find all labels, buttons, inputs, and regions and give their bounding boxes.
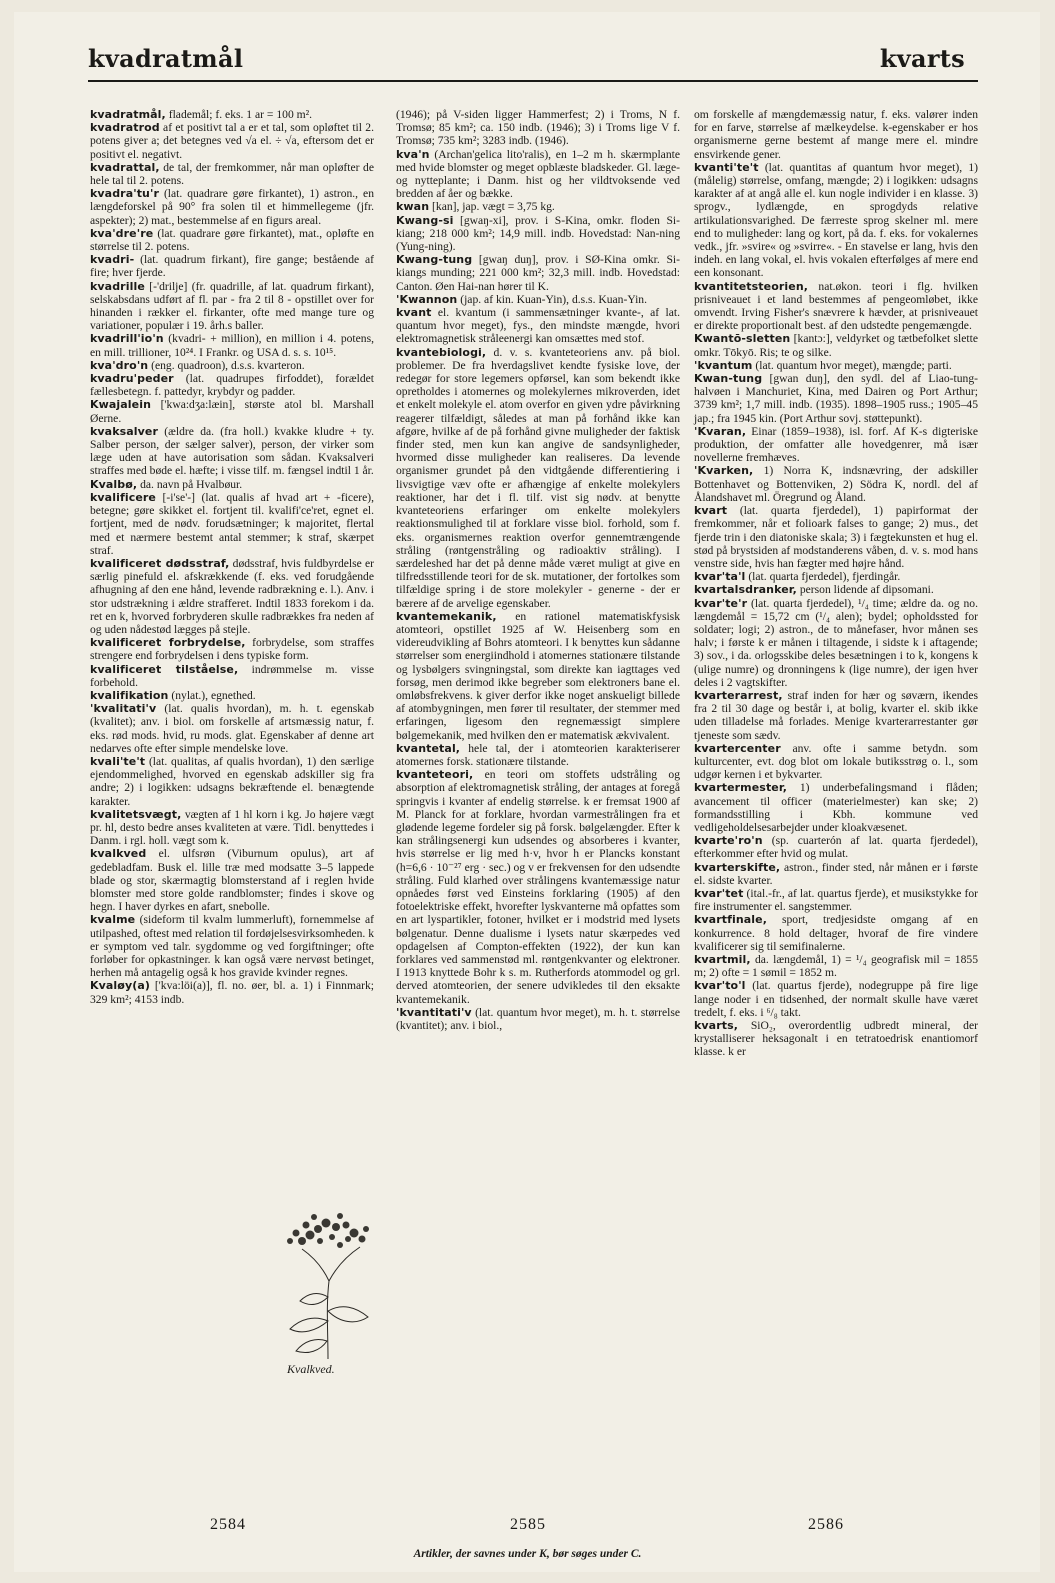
entry-definition: (lat. qualitas, af qualis hvordan), 1) den særlige ejendommelighed, hvorved en egenskab adskiller sig fra andre; 2) i logikken: udsagns bekræftende el. benægtende karakter.: [90, 754, 374, 808]
dictionary-entry: [694, 913, 978, 953]
entry-definition: (kvadri- + million), en million i 4. potens, en mill. trillioner, 10²⁴. I Frankr. og USA d. s. s. 10¹⁵.: [90, 332, 374, 359]
dictionary-entry: [694, 280, 978, 333]
entry-definition: (lat. quadrare gøre firkantet), mat., opløfte en størrelse til 2. potens.: [90, 226, 374, 254]
entry-headword: kvadri-: [90, 253, 135, 267]
entry-headword: 'kvantitati'v: [396, 1005, 472, 1019]
dictionary-entry: [90, 755, 374, 808]
illustration-caption: Kvalkved.: [287, 1362, 335, 1376]
dictionary-entry: [90, 187, 374, 227]
entry-headword: kvar'tet: [694, 886, 744, 900]
dictionary-entry: [396, 1006, 680, 1032]
dictionary-entry: [694, 372, 978, 425]
dictionary-entry: [90, 557, 374, 636]
dictionary-entry: [90, 808, 374, 848]
entry-headword: kvar'ta'l: [694, 570, 746, 584]
entry-headword: kva'n: [396, 147, 430, 161]
entry-headword: kvalkved: [90, 847, 147, 861]
entry-definition: vægten af 1 hl korn i kg. Jo højere vægt pr. hl, desto bedre anses kvaliteten at være. Tidl. benyttedes i Danm. i rgl. holl. vægt som k.: [90, 807, 374, 848]
dictionary-entry: [90, 663, 374, 689]
entry-headword: kvadrill'io'n: [90, 332, 164, 346]
dictionary-entry: [90, 161, 374, 187]
dictionary-entry: [90, 108, 374, 121]
entry-definition: indrømmelse m. visse forbehold.: [90, 662, 374, 689]
entry-definition: (sp. cuarterón af lat. quarta fjerdedel), efterkommer efter hvid og mulat.: [694, 834, 978, 861]
entry-headword: Kwajalein: [90, 398, 152, 412]
entry-headword: kva'dre're: [90, 226, 154, 240]
dictionary-entry: [694, 464, 978, 504]
dictionary-entry: [90, 227, 374, 253]
entry-headword: kvartalsdranker,: [694, 583, 797, 597]
entry-definition: en teori om stoffets udstråling og absorption af elektromagnetisk stråling, der antages at foregå springvis i kvanter af endelig størrelse. k er fremsat 1900 af M. Planck for at forklare, hvordan varmestrålingen fra et glødende legeme fordeler sig på forsk. bølgelængder. Efter k kan strålingsenergi kun udsendes og absorberes i kvanter, hvis størrelse er lig med h·v, hvor h er Plancks konstant (h=6,6 · 10⁻²⁷ erg · sec.) og v er frekvensen for den udsendte stråling. Fuld klarhed over strålingens kvantemæssige natur opnåedes først ved Einsteins forklaring (1905) af den fotoelektriske effekt, hvorefter lyskvanterne må opfattes som en art lyspartikler, fotoner, hvilket er i modstrid med lysets bølgenatur. Denne dualisme i lysets natur skærpedes ved opdagelsen af Compton-effekten (1922), der kun kan forklares ved sammenstød ml. røntgenkvanter og elektroner. I 1913 knyttede Bohr k s. m. Rutherfords atommodel og grl. derved atomteorien, der senere udvikledes til den eksakte kvantemekanik.: [396, 768, 680, 1006]
entry-headword: kvartermester,: [694, 781, 788, 795]
dictionary-entry: [694, 834, 978, 860]
dictionary-entry: [90, 332, 374, 358]
dictionary-entry: [396, 200, 680, 213]
entry-definition: [gwaŋ duŋ], prov. i SØ-Kina omkr. Si-kiangs munding; 221 000 km²; 32,3 mill. indb. Hovedstad: Canton. Øen Hai-nan hører til K.: [396, 253, 680, 293]
entry-headword: Kwantō-sletten: [694, 332, 791, 346]
entry-headword: kvantemekanik,: [396, 609, 497, 623]
entry-headword: 'kvantum: [694, 358, 753, 372]
entry-definition: en rationel matematiskfysisk atomteori, opstillet 1925 af W. Heisenberg som en videreudvikling af Bohrs atomteori. I k benyttes kun sådanne størrelser som energiindhold i atomernes stationære tilstande og lysbølgers svingningstal, som direkte kan iagttages ved forsøg, men derimod ikke begreber som elektroners bane el. omløbsfrekvens. k giver derfor ikke noget anskueligt billede af atombygningen, men fører til resultater, der stemmer med erfaringen, ligesom den regnemæssigt simplere bølgemekanik, med hvilken den er matematisk ækvivalent.: [396, 609, 680, 742]
dictionary-entry: [90, 398, 374, 424]
entry-definition: (lat. quantum hvor meget), mængde; parti.: [752, 358, 952, 372]
dictionary-entry: [694, 689, 978, 742]
entry-definition: 1) underbefalingsmand i flåden; avancement til officer (materielmester) kan ske; 2) formandsstilling i Kbh. kommune ved vedligeholdelsesarbejder under kloakvæsenet.: [694, 781, 978, 834]
column-left: [90, 108, 374, 1006]
entry-definition: (lat. quantum hvor meget), m. h. t. størrelse (kvantitet); anv. i biol.,: [396, 1005, 680, 1033]
entry-headword: kvalifikation: [90, 688, 169, 702]
entry-definition: (lat. quantitas af quantum hvor meget), 1) (målelig) størrelse, omfang, mængde; 2) i logikken: udsagns karakter af at angå alle el. kun nogle individer i en klasse. 3) sprogv., lydlængde, en sprogdyds relative artikulationsvarighed. De færreste sprog skelner ml. mere end to muligheder: lang og kort, på da. f. eks. for vokalernes vedk., jfr. »svire« og »svirre«. - En stavelse er lang, hvis den indeh. en lang vokal, el. hvis vokalen efterfølges af mere end een konsonant.: [694, 160, 978, 280]
dictionary-entry: [694, 504, 978, 570]
dictionary-entry: [90, 280, 374, 333]
dictionary-entry: [396, 214, 680, 254]
dictionary-entry: [90, 253, 374, 279]
entry-headword: kwan: [396, 200, 430, 214]
entry-definition: (Archan'gelica lito'ralis), en 1–2 m h. skærmplante med hvide blomster og meget opblæste bladskeder. Gl. læge- og nytteplante; i Danm. hist og her vildtvoksende ved bredden af åer og bække.: [396, 147, 680, 201]
entry-headword: kvant: [396, 306, 432, 320]
entry-definition: (lat. quadrum firkant), fire gange; bestående af fire; hver fjerde.: [90, 253, 374, 280]
dictionary-entry: [694, 161, 978, 280]
entry-definition: straf inden for hær og søværn, ikendes fra 2 til 30 dage og består i, at bolig, kvarter el. skib ikke uden tilladelse må forlades. Menige kvarterarrestanter gør tjeneste som sædv.: [694, 688, 978, 742]
entry-headword: kvali'te't: [90, 754, 146, 768]
entry-definition: hele tal, der i atomteorien karakteriserer atomernes forsk. stationære tilstande.: [396, 741, 680, 768]
entry-headword: kvalificeret dødsstraf,: [90, 556, 230, 570]
entry-definition: 1) Norra K, indsnævring, der adskiller Bottenhavet og Bottenviken, 2) Södra K, nordl. del af Ålandshavet ml. Öregrund og Åland.: [694, 464, 978, 504]
dictionary-entry: [694, 1019, 978, 1059]
dictionary-entry: [396, 293, 680, 306]
entry-headword: Kwan-tung: [694, 372, 763, 386]
entry-definition: forbrydelse, som straffes strengere end forbrydelsen i dens typiske form.: [90, 636, 374, 663]
dictionary-entry: [396, 610, 680, 742]
entry-definition: ['kva:löi(a)], fl. no. øer, bl. a. 1) i Finnmark; 329 km²; 4153 indb.: [90, 979, 374, 1006]
dictionary-entry: [90, 913, 374, 979]
column-right: [694, 108, 978, 1059]
entry-definition: (ital.-fr., af lat. quartus fjerde), et musikstykke for fire instrumenter el. sangstemmer.: [694, 886, 978, 914]
footer-note: Artikler, der savnes under K, bør søges under C.: [413, 1548, 642, 1560]
entry-headword: Kwang-tung: [396, 253, 473, 267]
dictionary-entry: [90, 359, 374, 372]
entry-definition: [kantɔ:], veldyrket og tætbefolket slette omkr. Tōkyō. Ris; te og silke.: [694, 332, 978, 359]
entry-definition: flademål; f. eks. 1 ar = 100 m².: [165, 108, 313, 121]
dictionary-entry: [396, 253, 680, 293]
entry-definition: (lat. qualis hvordan), m. h. t. egenskab (kvalitet); anv. i biol. om forskelle af artsmæssig natur, f. eks. rød mods. hvid, ru mods. glat. Egenskaber af denne art nedarves ofte efter simple mendelske love.: [90, 702, 374, 755]
entry-headword: 'Kvaran,: [694, 424, 747, 438]
entry-definition: (lat. quartus fjerde), nodegruppe på fire lige lange noder i en tidsenhed, der normalt skulle have været tredelt, f. eks. i ⁶/₈ takt.: [694, 979, 978, 1019]
dictionary-entry: [396, 108, 680, 148]
entry-definition: anv. ofte i samme betydn. som kulturcenter, evt. dog blot om lokale butiksstrøg o. l., som udgør kernen i et bykvarter.: [694, 741, 978, 782]
entry-headword: kva'dro'n: [90, 358, 149, 372]
entry-definition: person lidende af dipsomani.: [796, 583, 934, 597]
running-head-first-word: kvadratmål: [88, 44, 244, 73]
entry-definition: el. kvantum (i sammensætninger kvante-, af lat. quantum hvor meget), fys., den mindste mængde, hvori elektromagnetisk stråleenergi kan omsættes med stof.: [396, 306, 680, 346]
entry-headword: kvalificeret forbrydelse,: [90, 636, 246, 650]
entry-definition: sport, tredjesidste omgang af en konkurrence. 8 hold deltager, hvoraf de fire vindere kvalificerer sig til semifinalerne.: [694, 913, 978, 953]
entry-definition: (lat. quadrupes firfoddet), forældet fællesbetegn. f. pattedyr, krybdyr og padder.: [90, 372, 374, 399]
entry-headword: kvadrattal,: [90, 160, 160, 174]
entry-headword: kvalme: [90, 913, 136, 927]
header-rule: [88, 80, 978, 82]
entry-headword: 'Kwannon: [396, 292, 458, 306]
entry-headword: 'Kvarken,: [694, 464, 754, 478]
entry-headword: kvaksalver: [90, 424, 159, 438]
entry-headword: kvalificere: [90, 490, 156, 504]
entry-headword: Kvalbø,: [90, 477, 138, 491]
entry-headword: kvartfinale,: [694, 913, 768, 927]
entry-definition: (lat. quarta fjerdedel), fjerdingår.: [745, 570, 901, 584]
entry-headword: kvanti'te't: [694, 160, 759, 174]
entry-headword: kvart: [694, 504, 728, 518]
entry-headword: kvadru'peder: [90, 372, 174, 386]
entry-definition: af et positivt tal a er et tal, som opløftet til 2. potens giver a; det betegnes ved √a el. ÷ √a, eftersom det er positivt el. negativt.: [90, 121, 374, 161]
dictionary-entry: [694, 597, 978, 689]
entry-headword: kvadratmål,: [90, 108, 166, 121]
entry-definition: SiO₂, overordentlig udbredt mineral, der krystalliserer heksagonalt i en tetratoedrisk enantiomorf klasse. k er: [694, 1019, 978, 1059]
entry-definition: da. længdemål, 1) = ¹/₄ geografisk mil = 1855 m; 2) ofte = 1 sømil = 1852 m.: [694, 953, 978, 980]
entry-definition: de tal, der fremkommer, når man opløfter de hele tal til 2. potens.: [90, 160, 374, 188]
dictionary-entry: [90, 478, 374, 491]
dictionary-entry: [694, 979, 978, 1019]
entry-definition: ['kwa:dʒa:læin], største atol bl. Marshall Øerne.: [90, 398, 374, 425]
entry-headword: 'kvalitati'v: [90, 702, 157, 716]
entry-headword: kvantetal,: [396, 741, 461, 755]
entry-headword: kvarterskifte,: [694, 860, 781, 874]
entry-definition: [gwaŋ-xi], prov. i S-Kina, omkr. floden Si-kiang; 218 000 km²; 14,9 mill. indb. Hovedstad: Nan-ning (Yung-ning).: [396, 213, 680, 254]
dictionary-entry: [694, 332, 978, 358]
dictionary-entry: [90, 979, 374, 1005]
page-number-middle: 2585: [510, 1516, 546, 1533]
entry-definition: om forskelle af mængdemæssig natur, f. eks. valører inden for en farve, størrelse af mælkeydelse. k-egenskaber er hos organismerne gerne bestemt af mange mere el. mindre ensvirkende gener.: [694, 108, 978, 161]
entry-headword: kvadrille: [90, 279, 145, 293]
entry-definition: [-i'se'-] (lat. qualis af hvad art + -ficere), betegne; gøre skikket el. fortjent til. kvalifi'ce'ret, egnet el. fortjent, med de nødv. forudsætninger; k majoritet, flertal med et nærmere bestemt antal stemmer; k straf, skærpet straf.: [90, 490, 374, 557]
running-head-last-word: kvarts: [879, 44, 965, 73]
entry-definition: [kan], jap. vægt = 3,75 kg.: [429, 200, 555, 214]
column-middle: [396, 108, 680, 1032]
entry-definition: d. v. s. kvanteteoriens anv. på biol. problemer. De fra hverdagslivet kendte fysiske love, der redegør for store legemers opførsel, kan som bekendt ikke opretholdes i atomernes og molekylernes mikroverden, idet et enkelt molekyle el. atom overfor en given ydre påvirkning reagerer tilfældigt, således at man på forhånd ikke kan afgøre, hvilke af de på forhånd givne muligheder der faktisk finder sted, men kun kan angive de sandsynligheder, hvormed disse muligheder kan realiseres. Da levende organismer grundet på den vidtgående differentiering i livsvigtige væv ofte er afhængige af enkelte molekylers reaktioner, har det i fl. tilf. vist sig nødv. at benytte kvanteteoriens erfaringer om enkelte molekylers reaktionsmulighed til at forklare visse biol. forhold, som f. eks. organismernes reaktion overfor gennemtrængende stråling (røntgenstråling og radioaktiv stråling). I særdeleshed har det på denne måde været muligt at give en tilfredsstillende teori for de sk. mutationer, der fortolkes som tilfældige spring i de store molekyler - generne - der er bærere af de arvelige egenskaber.: [396, 345, 680, 610]
dictionary-entry: [90, 689, 374, 702]
entry-headword: kvalitetsvægt,: [90, 807, 182, 821]
dictionary-entry: [694, 887, 978, 913]
entry-headword: Kvaløy(a): [90, 979, 150, 993]
entry-definition: (sideform til kvalm lummerluft), fornemmelse af utilpashed, oftest med relation til fordøjelsesvirksomheden. k er symptom ved talr. sygdomme og ved forgiftninger; ofte forløber for opkastninger. k kan også være nervøst betinget, herhen må antagelig også k hos gravide kvinder regnes.: [90, 913, 374, 980]
dictionary-entry: [694, 359, 978, 372]
entry-definition: Einar (1859–1938), isl. forf. Af K-s digteriske produktion, der omfatter alle hovedgenrer, må især novellerne fremhæves.: [694, 424, 978, 465]
entry-headword: kvadratrod: [90, 121, 160, 135]
entry-definition: el. ulfsrøn (Viburnum opulus), art af gedebladfam. Busk el. lille træ med modsatte 3–5 lappede blade og stor, skærmagtig blomsterstand af i reglen hvide blomster med store golde randblomster; findes i skove og hegn. I haver dyrkes en afart, snebolle.: [90, 847, 374, 914]
entry-definition: dødsstraf, hvis fuldbyrdelse er særlig pinefuld el. afskrækkende (f. eks. ved forudgående afhugning af den ene hånd, levende radbrækning e. l.). Anv. i stor udstrækning i ældre strafferet. Indtil 1833 forekom i da. ret en k, hvorved forbryderen skulle radbrækkes fra neden af og uden nådestød lægges på stejle.: [90, 556, 374, 636]
entry-headword: kvar'te'r: [694, 596, 748, 610]
entry-headword: kvarte'ro'n: [694, 834, 763, 848]
page-number-left: 2584: [210, 1516, 246, 1533]
entry-definition: [-'drilje] (fr. quadrille, af lat. quadrum firkant), selskabsdans udført af fl. par - fra 2 til 8 - opstillet over for hinanden i rækker el. firkanter, ofte med mange ture og variationer, populær i 19. årh.s baller.: [90, 279, 374, 333]
entry-definition: nat.økon. teori i flg. hvilken prisniveauet i et land bestemmes af pengeomløbet, ikke omvendt. Irving Fisher's snævrere k hævder, at prisniveauet er direkte proportionalt best. af den udstedte pengemængde.: [694, 279, 978, 333]
entry-definition: (lat. quadrare gøre firkantet), 1) astron., en længdeforskel på 90° fra solen til et himmellegeme (jfr. aspekter); 2) mat., bestemmelse af en figurs areal.: [90, 187, 374, 227]
dictionary-entry: [396, 306, 680, 346]
entry-headword: kvanteteori,: [396, 768, 474, 782]
dictionary-entry: [396, 742, 680, 768]
entry-headword: Kwang-si: [396, 213, 454, 227]
dictionary-entry: [694, 583, 978, 596]
dictionary-entry: [396, 346, 680, 610]
entry-headword: kvalificeret tilståelse,: [90, 662, 239, 676]
dictionary-entry: [396, 148, 680, 201]
page-number-right: 2586: [808, 1516, 844, 1533]
dictionary-entry: [90, 425, 374, 478]
entry-headword: kvarterarrest,: [694, 688, 783, 702]
entry-definition: [gwan duŋ], den sydl. del af Liao-tung-halvøen i Manchuriet, Kina, med Dairen og Port Arthur; 3739 km²; 1,7 mill. indb. (1935). 1898–1905 russ.; 1905–45 jap.; fra 1945 kin. (Port Arthur sovj. støttepunkt).: [694, 372, 978, 425]
dictionary-entry: [90, 636, 374, 662]
dictionary-entry: [90, 372, 374, 398]
entry-definition: da. navn på Hvalbøur.: [137, 477, 243, 491]
entry-headword: kvarts,: [694, 1019, 739, 1033]
entry-definition: (eng. quadroon), d.s.s. kvarteron.: [148, 358, 305, 372]
entry-headword: kvartercenter: [694, 741, 781, 755]
dictionary-entry: [694, 953, 978, 979]
dictionary-entry: [694, 742, 978, 782]
entry-headword: kvantebiologi,: [396, 345, 487, 359]
entry-definition: (1946); på V-siden ligger Hammerfest; 2) i Troms, N f. Tromsø; 85 km²; ca. 150 indb. (1946); 3) i Troms lige V f. Tromsø; 735 km²; 3283 indb. (1946).: [396, 108, 680, 148]
plant-illustration-icon: [282, 1211, 374, 1361]
dictionary-entry: [90, 121, 374, 161]
entry-definition: (lat. quarta fjerdedel), ¹/₄ time; ældre da. og no. længdemål = 15,72 cm (¹/₄ alen); bydel; opholdssted for soldater; logi; 2) astron., de to månefaser, hvor månen ses halv; i første k er månen i tiltagende, i sidste k i aftagende; 3) sov., i da. orlogsskibe deles besætningen i to k, kongens k (ulige numre) og dronningens k (lige numre), der igen hver deles i 2 vagtskifter.: [694, 596, 978, 689]
entry-definition: (nylat.), egnethed.: [168, 688, 256, 702]
entry-definition: (jap. af kin. Kuan-Yin), d.s.s. Kuan-Yin.: [457, 292, 647, 306]
entry-headword: kvadra'tu'r: [90, 187, 159, 201]
dictionary-entry: [694, 861, 978, 887]
dictionary-entry: [694, 425, 978, 465]
entry-definition: (lat. quarta fjerdedel), 1) papirformat der fremkommer, når et folioark falses to gange; 2) mus., det fjerde trin i den diatoniske skala; 3) i fægtekunsten et hug el. stød på brystsiden af modstanderens våben, d. v. s. mod hans venstre side, hvis han fægter med højre hånd.: [694, 504, 978, 570]
dictionary-entry: [694, 570, 978, 583]
dictionary-entry: [694, 781, 978, 834]
entry-headword: kvartmil,: [694, 953, 751, 966]
dictionary-entry: [90, 702, 374, 755]
dictionary-entry: [90, 491, 374, 557]
entry-headword: kvar'to'l: [694, 979, 746, 993]
entry-definition: astron., finder sted, når månen er i første el. sidste kvarter.: [694, 860, 978, 887]
dictionary-entry: [396, 768, 680, 1006]
entry-headword: kvantitetsteorien,: [694, 279, 809, 293]
dictionary-entry: [90, 847, 374, 913]
dictionary-entry: [694, 108, 978, 161]
entry-definition: (ældre da. (fra holl.) kvakke kludre + ty. Salber person, der sælger salver), person, der virker som læge uden at have autorisation som sådan. Kvaksalveri straffes med bøde el. hæfte; i visse tilf. m. fængsel indtil 1 år.: [90, 424, 374, 478]
